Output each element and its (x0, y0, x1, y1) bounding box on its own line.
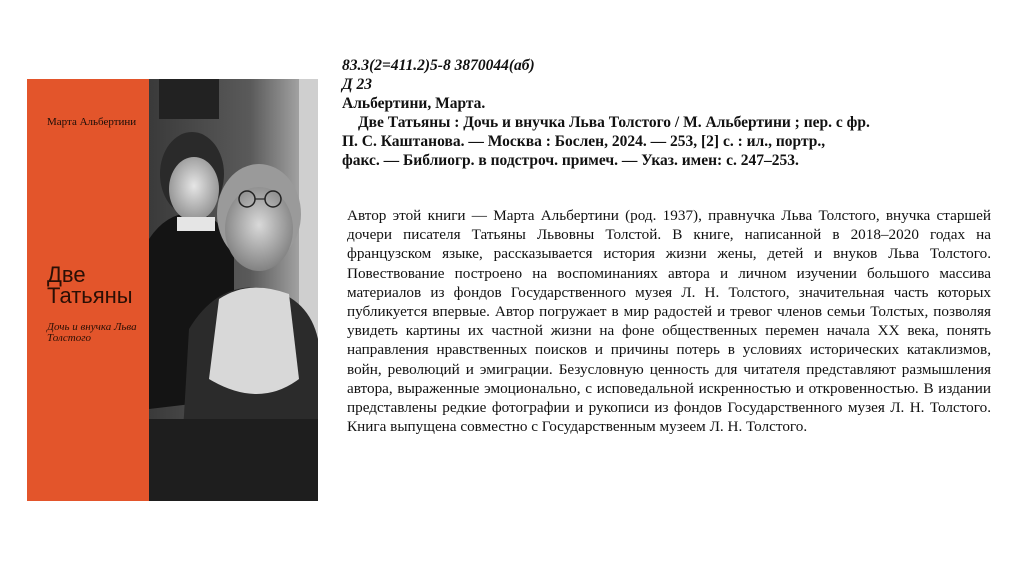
record-heading: Альбертини, Марта. (342, 95, 486, 112)
author-mark: Д 23 (342, 76, 372, 93)
book-annotation: Автор этой книги — Марта Альбертини (род. 1937), правнучка Льва Толстого, внучка старшей дочери писателя Татьяны Львовны Толстой. В книге, написанной в 2018–2020 годах на французском языке, рассказывается история жизни жены, детей и внуков Льва Толстого. Повествование построено на воспоминаниях автора и личном изучении большого массива материалов из фондов Государственного музея Л. Н. Толстого, значительная часть которых публикуется впервые. Автор погружает в мир радостей и тревог членов семьи Толстых, позволяя увидеть картины их частной жизни на фоне общественных перемен начала XX века, понять направления нравственных поисков и причины потерь в условиях исторических катаклизмов, войн, революций и эмиграции. Безусловную ценность для читателя представляют размышления автора, выраженные эмоционально, с исповедальной искренностью и откровенностью. В издании представлены редкие фотографии и рукописи из фондов Государственного музея Л. Н. Толстого. Книга выпущена совместно с Государственным музеем Л. Н. Толстого. (347, 207, 991, 436)
record-description-line: факс. — Библиогр. в подстроч. примеч. — Указ. имен: с. 247–253. (342, 152, 799, 169)
cover-subtitle: Дочь и внучка Льва Толстого (47, 321, 137, 344)
cover-photo-portrait (149, 79, 318, 501)
cover-author: Марта Альбертини (47, 116, 137, 128)
book-cover-image (27, 79, 318, 501)
record-description-line: П. С. Каштанова. — Москва : Бослен, 2024. — 253, [2] с. : ил., портр., (342, 133, 826, 150)
cover-title: Две Татьяны (47, 262, 133, 308)
classification-code: 83.3(2=411.2)5-8 3870044(аб) (342, 57, 535, 74)
catalog-record (342, 56, 1002, 170)
record-description-line: Две Татьяны : Дочь и внучка Льва Толстого / М. Альбертини ; пер. с фр. (358, 114, 870, 131)
